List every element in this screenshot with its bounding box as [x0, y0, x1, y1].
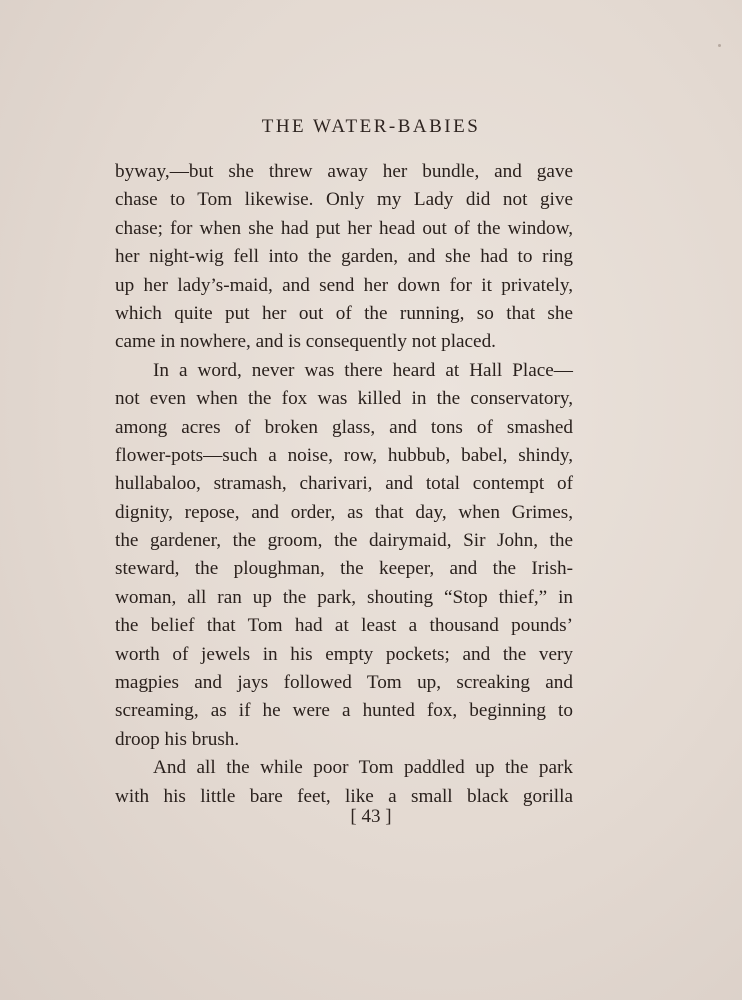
- text-line: And all the while poor Tom paddled up the park: [153, 757, 573, 779]
- text-line: among acres of broken glass, and tons of smashed: [115, 416, 573, 438]
- text-line: steward, the ploughman, the keeper, and the Irish-: [115, 558, 573, 580]
- text-line: In a word, never was there heard at Hall Place—: [153, 359, 573, 381]
- text-line: chase; for when she had put her head out of the window,: [115, 217, 573, 239]
- text-line: flower-pots—such a noise, row, hubbub, babel, shindy,: [115, 444, 573, 466]
- text-line: the belief that Tom had at least a thousand pounds’: [115, 615, 573, 637]
- text-line: up her lady’s-maid, and send her down for it privately,: [115, 274, 573, 296]
- text-line: hullabaloo, stramash, charivari, and total contempt of: [115, 473, 573, 495]
- running-head: THE WATER-BABIES: [261, 116, 481, 137]
- text-line: byway,—but she threw away her bundle, and gave: [115, 161, 573, 182]
- text-line: with his little bare feet, like a small black gorilla: [115, 785, 573, 807]
- page-number: [ 43 ]: [350, 806, 392, 827]
- text-line: screaming, as if he were a hunted fox, beginning to: [115, 700, 573, 722]
- body-text: [115, 158, 573, 811]
- text-line: which quite put her out of the running, so that she: [115, 302, 573, 324]
- text-line: her night-wig fell into the garden, and she had to ring: [115, 246, 573, 268]
- paper-speck: [718, 44, 721, 47]
- text-line: chase to Tom likewise. Only my Lady did not give: [115, 189, 573, 211]
- text-line: the gardener, the groom, the dairymaid, Sir John, the: [115, 530, 573, 552]
- text-line: worth of jewels in his empty pockets; and the very: [115, 643, 573, 665]
- text-line: magpies and jays followed Tom up, screaking and: [115, 672, 573, 694]
- text-line: came in nowhere, and is consequently not placed.: [115, 331, 496, 353]
- text-line: woman, all ran up the park, shouting “Stop thief,” in: [115, 586, 573, 608]
- text-line: droop his brush.: [115, 728, 240, 750]
- text-line: dignity, repose, and order, as that day, when Grimes,: [115, 501, 573, 523]
- text-line: not even when the fox was killed in the conservatory,: [115, 388, 573, 410]
